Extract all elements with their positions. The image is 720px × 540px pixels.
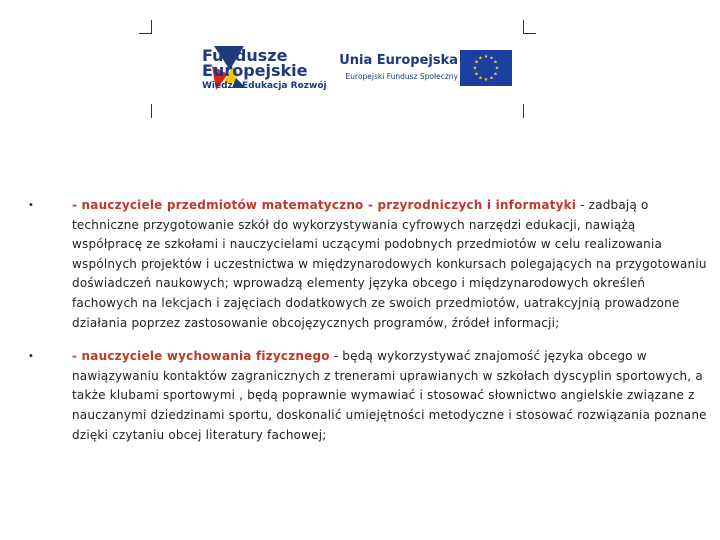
svg-text:★: ★ xyxy=(478,75,483,82)
bullet-highlight: - nauczyciele wychowania fizycznego xyxy=(72,349,330,364)
bullet-body: - zadbają o techniczne przygotowanie szkół do wykorzystywania cyfrowych narzędzi edukacji, nawiążą współpracę ze szkołami i nauczycielami uczącymi podobnych przedmiotów w celu realizowania wspólnych projektów i uczestnictwa w międzynarodowych konkursach polegających na przygotowaniu doświadczeń naukowych; wprowadzą elementy języka obcego i międzynarodowych określeń fachowych na lekcjach i zajęciach dodatkowych ze swoich przedmiotów, uatrakcyjnią prowadzone działania poprzez zastosowanie obcojęzycznych programów, źródeł informacji; xyxy=(72,198,707,330)
svg-text:★: ★ xyxy=(474,59,479,66)
fe-line2: Europejskie xyxy=(202,61,308,80)
svg-text:★: ★ xyxy=(478,55,483,62)
svg-text:★: ★ xyxy=(494,65,500,72)
bullet-text xyxy=(72,196,708,333)
bullet-list xyxy=(28,196,708,445)
ue-title: Unia Europejska xyxy=(339,53,458,68)
svg-text:★: ★ xyxy=(472,65,478,72)
bullet-text xyxy=(72,347,708,445)
bullet-dot: • xyxy=(28,200,35,211)
svg-text:★: ★ xyxy=(489,75,494,82)
svg-text:★: ★ xyxy=(493,59,498,66)
eu-flag-icon xyxy=(460,50,512,86)
bullet-item-physical-education xyxy=(28,347,708,445)
crop-mark-bottom-right-v xyxy=(523,104,524,118)
bullet-body: - będą wykorzystywać znajomość języka obcego w nawiązywaniu kontaktów zagranicznych z trenerami uprawianych w szkołach dyscyplin sportowych, a także klubami sportowymi , będą poprawnie wymawiać i stosować słownictwo angielskie związane z nauczanymi dziedzinami sportu, doskonalić umiejętności metodyczne i stosować rozwiązania poznane dzięki czytaniu obcej literatury fachowej; xyxy=(72,349,707,442)
bullet-highlight: - nauczyciele przedmiotów matematyczno - przyrodniczych i informatyki xyxy=(72,198,577,212)
svg-text:★: ★ xyxy=(483,54,489,60)
crop-mark-top-left-v xyxy=(151,20,152,34)
unia-europejska-wordmark xyxy=(332,53,458,81)
crop-mark-top-right-h xyxy=(524,33,536,34)
bullet-item-math-science xyxy=(28,196,708,333)
svg-text:★: ★ xyxy=(493,71,498,78)
fe-line1: Fundusze xyxy=(202,46,288,65)
crop-mark-top-right-v xyxy=(523,20,524,34)
svg-text:★: ★ xyxy=(483,77,489,83)
bullet-dot: • xyxy=(28,351,35,363)
ue-subtitle: Europejski Fundusz Społeczny xyxy=(345,72,458,81)
svg-text:★: ★ xyxy=(474,71,479,78)
svg-text:★: ★ xyxy=(489,55,494,62)
fundusze-europejskie-wordmark xyxy=(202,48,327,92)
crop-mark-top-left-h xyxy=(139,33,151,34)
crop-mark-bottom-left-v xyxy=(151,104,152,118)
fe-line3: Wiedza Edukacja Rozwój xyxy=(202,81,327,91)
